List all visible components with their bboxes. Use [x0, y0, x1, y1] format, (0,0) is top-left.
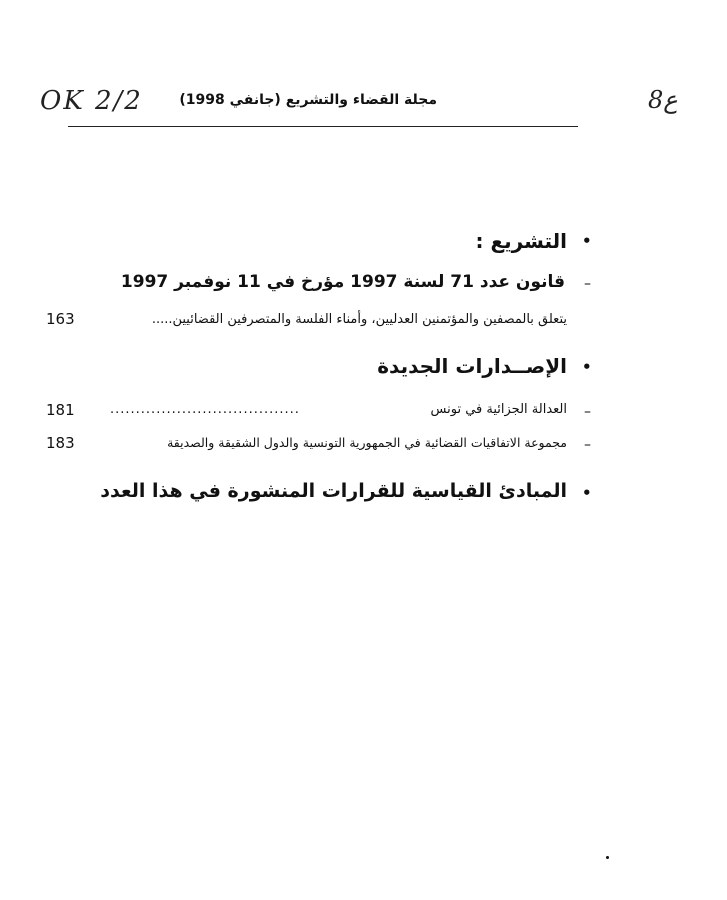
section-bullet: • [582, 484, 592, 502]
item-dash: – [584, 437, 591, 453]
header-rule [68, 126, 578, 127]
publication-title: مجموعة الاتفاقيات القضائية في الجمهورية التونسية والدول الشقيقة والصديقة [167, 435, 567, 450]
handwritten-annotation-right: 8ع [648, 86, 678, 114]
principles-heading: المبادئ القياسية للقرارات المنشورة في هذا العدد [100, 480, 567, 502]
section-bullet: • [582, 232, 592, 250]
law-title: قانون عدد 71 لسنة 1997 مؤرخ في 11 نوفمبر 1997 [120, 272, 565, 292]
dot-leader: ..................................... [110, 402, 300, 417]
publication-page-number: 183 [46, 434, 75, 452]
publications-heading: الإصــدارات الجديدة [377, 354, 567, 378]
publication-title: العدالة الجزائية في تونس [430, 402, 567, 417]
legislation-heading: التشريع : [475, 229, 567, 253]
handwritten-annotation-left: OK 2/2 [40, 86, 143, 116]
item-dash: – [584, 404, 591, 420]
journal-header-title: مجلة القضاء والتشريع (جانفي 1998) [179, 92, 437, 108]
entry-page-number: 163 [46, 310, 75, 328]
law-description: يتعلق بالمصفين والمؤتمنين العدليين، وأمناء الفلسة والمتصرفين القضائيين..... [151, 312, 567, 327]
law-dash: – [584, 276, 591, 292]
stray-mark [606, 856, 609, 859]
publication-page-number: 181 [46, 401, 75, 419]
section-bullet: • [582, 358, 592, 376]
